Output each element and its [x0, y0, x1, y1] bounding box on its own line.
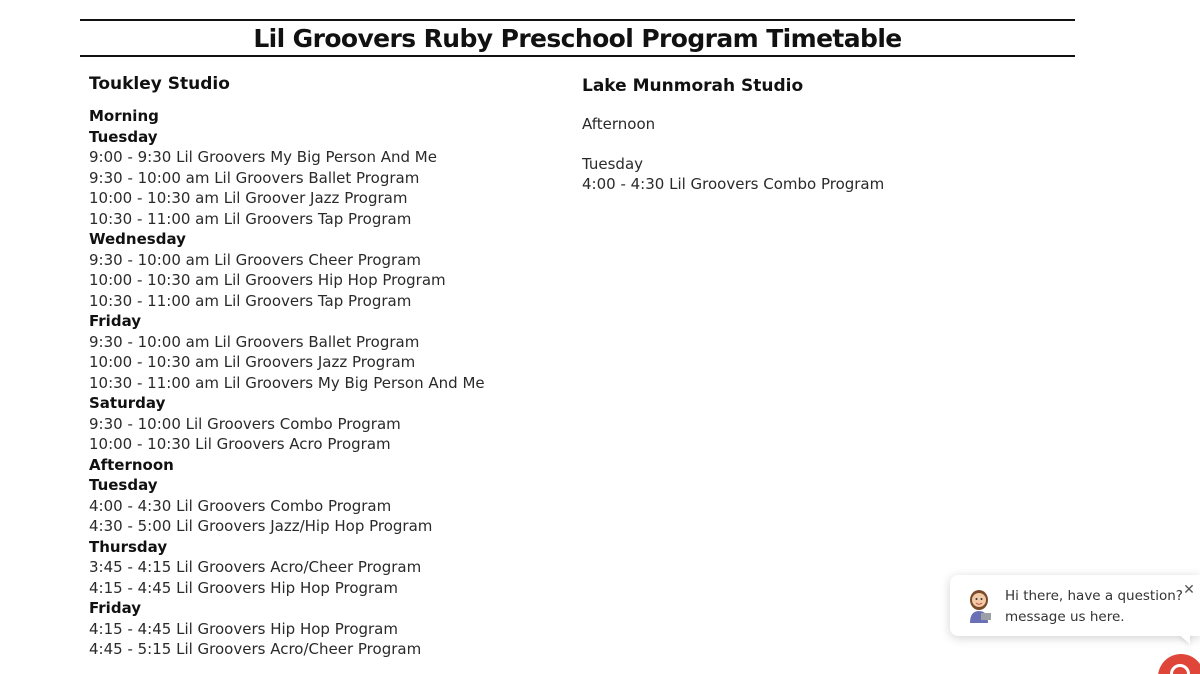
- timetable-entry: 10:30 - 11:00 am Lil Groovers Tap Program: [89, 291, 412, 310]
- timetable-entry: 10:30 - 11:00 am Lil Groovers Tap Program: [89, 209, 412, 228]
- day-label: Tuesday: [582, 154, 644, 173]
- timetable-entry: 9:00 - 9:30 Lil Groovers My Big Person And Me: [89, 148, 437, 166]
- timetable-entry: 10:30 - 11:00 am Lil Groovers My Big Person And Me: [89, 373, 485, 392]
- timetable-entry: 4:30 - 5:00 Lil Groovers Jazz/Hip Hop Program: [89, 517, 433, 535]
- timetable-entry: 4:15 - 4:45 Lil Groovers Hip Hop Program: [89, 619, 398, 638]
- timetable-entry: 10:00 - 10:30 Lil Groovers Acro Program: [89, 435, 391, 453]
- avatar-icon: [964, 587, 994, 623]
- timetable-entry: 10:00 - 10:30 am Lil Groover Jazz Program: [89, 189, 408, 207]
- timetable-heading: Morning: [89, 107, 159, 125]
- timetable-entry: 9:30 - 10:00 am Lil Groovers Ballet Program: [89, 332, 420, 351]
- studio-lake-munmorah: [582, 74, 1062, 195]
- timetable-entry: 4:45 - 5:15 Lil Groovers Acro/Cheer Program: [89, 640, 422, 658]
- timetable-entry: 3:45 - 4:15 Lil Groovers Acro/Cheer Program: [89, 558, 422, 576]
- timetable-heading: Saturday: [89, 394, 166, 412]
- page-title: Lil Groovers Ruby Preschool Program Timetable: [253, 23, 902, 53]
- studio-name: Toukley Studio: [89, 74, 230, 94]
- chat-message[interactable]: [1005, 586, 1183, 628]
- timetable-heading: Thursday: [89, 537, 168, 556]
- timetable-entry: 10:00 - 10:30 am Lil Groovers Hip Hop Program: [89, 271, 446, 289]
- timetable-heading: Tuesday: [89, 127, 158, 146]
- studio-toukley: [89, 72, 549, 660]
- timetable-heading: Friday: [89, 312, 142, 330]
- timetable-list: [89, 106, 549, 660]
- timetable-heading: Afternoon: [89, 455, 174, 474]
- spacer: [582, 135, 1062, 154]
- session-label: Afternoon: [582, 115, 656, 133]
- chat-pointer: [1178, 634, 1190, 644]
- chat-line-1: Hi there, have a question?: [1005, 588, 1183, 604]
- chat-popup[interactable]: [950, 575, 1200, 636]
- studio-name: Lake Munmorah Studio: [582, 76, 804, 96]
- chat-launcher-button[interactable]: [1158, 654, 1200, 674]
- timetable-entry: 9:30 - 10:00 Lil Groovers Combo Program: [89, 414, 401, 433]
- timetable-entry: 9:30 - 10:00 am Lil Groovers Ballet Program: [89, 168, 420, 187]
- timetable-entry: 10:00 - 10:30 am Lil Groovers Jazz Program: [89, 353, 416, 371]
- timetable-entry: 4:00 - 4:30 Lil Groovers Combo Program: [89, 496, 392, 515]
- timetable-heading: Tuesday: [89, 476, 158, 494]
- close-icon[interactable]: ✕: [1183, 582, 1195, 598]
- timetable-heading: Friday: [89, 599, 142, 617]
- chat-line-2: message us here.: [1005, 609, 1125, 625]
- timetable-heading: Wednesday: [89, 230, 186, 248]
- timetable-entry: 4:00 - 4:30 Lil Groovers Combo Program: [582, 175, 885, 193]
- page-title-bar: [80, 19, 1075, 57]
- timetable-entry: 9:30 - 10:00 am Lil Groovers Cheer Program: [89, 250, 421, 269]
- timetable-entry: 4:15 - 4:45 Lil Groovers Hip Hop Program: [89, 578, 398, 597]
